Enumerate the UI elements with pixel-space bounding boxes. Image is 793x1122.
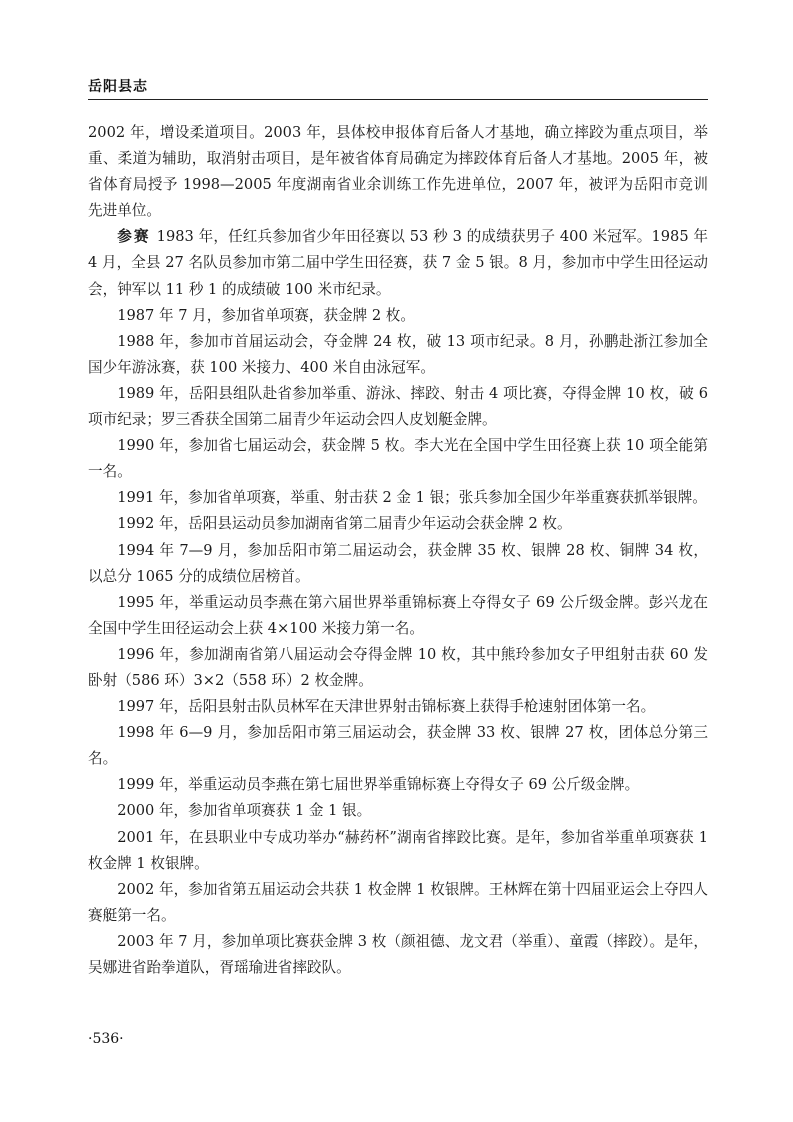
- header-rule: [88, 99, 708, 100]
- paragraph-text: 1991 年，参加省单项赛，举重、射击获 2 金 1 银；张兵参加全国少年举重赛获抓举银牌。: [117, 489, 707, 507]
- paragraph-8: [88, 511, 708, 537]
- page-number: ·536·: [88, 1031, 124, 1047]
- paragraph-4: [88, 329, 708, 381]
- paragraph-6: [88, 433, 708, 485]
- paragraph-text: 2002 年，增设柔道项目。2003 年，县体校申报体育后备人才基地，确立摔跤为重点项目，举重、柔道为辅助，取消射击项目，是年被省体育局确定为摔跤体育后备人才基地。2005 年，被省体育局授予 1998—2005 年度湖南省业余训练工作先进单位，2007 年，被评为岳阳市竞训先进单位。: [88, 124, 708, 220]
- paragraph-text: 1989 年，岳阳县组队赴省参加举重、游泳、摔跤、射击 4 项比赛，夺得金牌 10 枚，破 6 项市纪录；罗三香获全国第二届青少年运动会四人皮划艇金牌。: [88, 384, 708, 429]
- paragraph-text: 1994 年 7—9 月，参加岳阳市第二届运动会，获金牌 35 枚、银牌 28 枚、铜牌 34 枚，以总分 1065 分的成绩位居榜首。: [88, 541, 708, 585]
- paragraph-text: 2000 年，参加省单项赛获 1 金 1 银。: [117, 802, 372, 820]
- paragraph-11: [88, 642, 708, 694]
- paragraph-13: [88, 720, 708, 772]
- body-text: [88, 120, 708, 981]
- paragraph-18: [88, 929, 708, 981]
- paragraph-text: 1996 年，参加湖南省第八届运动会夺得金牌 10 枚，其中熊玲参加女子甲组射击获 60 发卧射（586 环）3×2（558 环）2 枚金牌。: [88, 645, 708, 689]
- paragraph-text: 1992 年，岳阳县运动员参加湖南省第二届青少年运动会获金牌 2 枚。: [117, 515, 572, 533]
- paragraph-3: [88, 303, 708, 329]
- running-header-title: 岳阳县志: [88, 79, 148, 95]
- paragraph-1: [88, 120, 708, 224]
- paragraph-text: 1999 年，举重运动员李燕在第七届世界举重锦标赛上夺得女子 69 公斤级金牌。: [117, 776, 640, 794]
- paragraph-17: [88, 877, 708, 929]
- paragraph-text: 1998 年 6—9 月，参加岳阳市第三届运动会，获金牌 33 枚、银牌 27 枚，团体总分第三名。: [88, 724, 708, 768]
- paragraph-15: [88, 798, 708, 824]
- paragraph-16: [88, 825, 708, 877]
- paragraph-12: [88, 694, 708, 720]
- paragraph-text: 1983 年，任红兵参加省少年田径赛以 53 秒 3 的成绩获男子 400 米冠军。1985 年 4 月，全县 27 名队员参加市第二届中学生田径赛，获 7 金 5 银。8 月，参加市中学生田径运动会，钟军以 11 秒 1 的成绩破 100 米市纪录。: [88, 228, 708, 298]
- paragraph-text: 1988 年，参加市首届运动会，夺金牌 24 枚，破 13 项市纪录。8 月，孙鹏赴浙江参加全国少年游泳赛，获 100 米接力、400 米自由泳冠军。: [88, 332, 708, 376]
- paragraph-text: 2002 年，参加省第五届运动会共获 1 枚金牌 1 枚银牌。王林辉在第十四届亚运会上夺四人赛艇第一名。: [88, 880, 708, 924]
- paragraph-text: 2003 年 7 月，参加单项比赛获金牌 3 枚（颜祖德、龙文君（举重）、童霞（摔跤）。是年，吴娜进省跆拳道队，胥瑶瑜进省摔跤队。: [88, 932, 708, 976]
- section-lead-label: 参赛: [117, 228, 151, 246]
- paragraph-text: 2001 年，在县职业中专成功举办“赫药杯”湖南省摔跤比赛。是年，参加省举重单项赛获 1 枚金牌 1 枚银牌。: [88, 828, 708, 872]
- paragraph-text: 1995 年，举重运动员李燕在第六届世界举重锦标赛上夺得女子 69 公斤级金牌。彭兴龙在全国中学生田径运动会上获 4×100 米接力第一名。: [88, 593, 708, 637]
- paragraph-text: 1990 年，参加省七届运动会，获金牌 5 枚。李大光在全国中学生田径赛上获 10 项全能第一名。: [88, 437, 708, 481]
- paragraph-5: [88, 381, 708, 433]
- paragraph-9: [88, 538, 708, 590]
- paragraph-text: 1997 年，岳阳县射击队员林军在天津世界射击锦标赛上获得手枪速射团体第一名。: [117, 698, 656, 716]
- paragraph-2: [88, 224, 708, 302]
- paragraph-14: [88, 772, 708, 798]
- paragraph-7: [88, 485, 708, 511]
- paragraph-text: 1987 年 7 月，参加省单项赛，获金牌 2 枚。: [117, 306, 415, 324]
- paragraph-10: [88, 590, 708, 642]
